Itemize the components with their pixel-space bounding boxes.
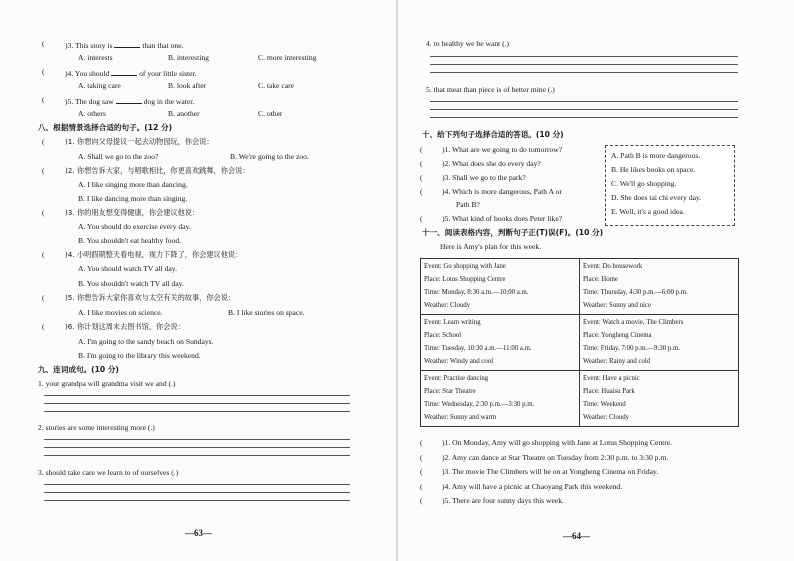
s8-q5-text: )5. 你想告诉大家你喜欢与太空有关的故事，你会说： — [65, 293, 236, 302]
plan-time: Time: Wednesday, 2:30 p.m.—3:30 p.m. — [424, 401, 535, 408]
plan-event: Event: Learn writing — [424, 319, 481, 326]
s11-statement-2: )2. Amy can dance at Star Theatre on Tuesday from 2:30 p.m. to 3:30 p.m. — [442, 453, 669, 462]
q3-option-c: C. more interesting — [258, 53, 317, 62]
s8-q2-text: )2. 你想告诉大家，与唱歌相比，你更喜欢跳舞，你会说： — [65, 166, 250, 175]
plan-place: Place: Star Theatre — [424, 388, 476, 395]
s8-q1-option-b: B. We're going to the zoo. — [230, 152, 309, 161]
plan-event: Event: Practise dancing — [424, 375, 489, 382]
s8-q1-option-a: A. Shall we go to the zoo? — [78, 152, 159, 161]
section-11-title: 十一、阅读表格内容，判断句子正(T)误(F)。(10 分) — [422, 228, 604, 237]
s10-q4-text: )4. Which is more dangerous, Path A or — [442, 187, 562, 196]
s10-q2-paren: ( — [420, 159, 423, 168]
plan-cell-weekend — [580, 371, 739, 427]
s9-item-4: 4. to healthy we be want (.) — [426, 39, 510, 48]
plan-cell-friday — [580, 315, 739, 371]
s11-statement-4: )4. Amy will have a picnic at Chaoyang Park this weekend. — [442, 482, 623, 491]
page-number: —64— — [563, 531, 590, 541]
s11-s2-paren: ( — [420, 453, 423, 462]
q5-option-c: C. other — [258, 109, 283, 118]
s8-q4-option-a: A. You should watch TV all day. — [78, 264, 177, 273]
s10-q3-paren: ( — [420, 173, 423, 182]
page-number: —63— — [185, 528, 212, 538]
q4-paren: ( — [42, 67, 45, 76]
right-page — [397, 0, 794, 561]
s8-q3-text: )3. 你的朋友想变得健康，你会建议他说： — [65, 208, 200, 217]
s11-statement-3: )3. The movie The Climbers will be on at Yongheng Cinema on Friday. — [442, 467, 659, 476]
amy-plan-table — [420, 258, 739, 427]
s10-q5-text: )5. What kind of books does Peter like? — [442, 214, 563, 223]
s8-q2-paren: ( — [42, 166, 45, 175]
plan-time: Time: Tuesday, 10:30 a.m.—11:00 a.m. — [424, 345, 532, 352]
s8-q6-paren: ( — [42, 322, 45, 331]
plan-place: Place: Yongheng Cinema — [583, 332, 652, 339]
s10-q2-text: )2. What does she do every day? — [442, 159, 541, 168]
answer-line[interactable] — [430, 72, 738, 73]
option-c: C. We'll go shopping. — [611, 179, 677, 188]
answer-options-box — [605, 145, 735, 226]
s8-q2-option-a: A. I like singing more than dancing. — [78, 180, 188, 189]
s8-q6-option-a: A. I'm going to the sandy beach on Sundays. — [78, 337, 214, 346]
s10-q4-paren: ( — [420, 187, 423, 196]
q5-stem: )5. The dog saw dog in the water. — [65, 97, 195, 106]
answer-line[interactable] — [44, 411, 350, 412]
answer-line[interactable] — [430, 64, 738, 65]
s8-q4-paren: ( — [42, 250, 45, 259]
plan-weather: Weather: Cloudy — [424, 302, 471, 309]
s8-q1-paren: ( — [42, 137, 45, 146]
answer-line[interactable] — [430, 101, 738, 102]
s11-statement-5: )5. There are four sunny days this week. — [442, 496, 564, 505]
section-10-title: 十、给下列句子选择合适的答语。(10 分) — [422, 130, 564, 139]
s8-q5-option-a: A. I like movies on science. — [78, 308, 163, 317]
q4-option-a: A. taking care — [78, 81, 121, 90]
s8-q1-text: )1. 你想向父母提议一起去动物园玩，你会说： — [65, 137, 214, 146]
plan-place: Place: Huaisu Park — [583, 388, 635, 395]
s8-q3-paren: ( — [42, 208, 45, 217]
answer-line[interactable] — [44, 500, 350, 501]
answer-blank[interactable] — [111, 68, 137, 76]
s11-s3-paren: ( — [420, 467, 423, 476]
s8-q6-option-b: B. I'm going to the library this weekend. — [78, 351, 201, 360]
plan-weather: Weather: Sunny and nice — [583, 302, 651, 309]
option-e: E. Well, it's a good idea. — [611, 207, 685, 216]
answer-line[interactable] — [44, 455, 350, 456]
s8-q5-paren: ( — [42, 293, 45, 302]
plan-event: Event: Watch a movie, The Climbers — [583, 319, 684, 326]
q5-paren: ( — [42, 95, 45, 104]
answer-line[interactable] — [430, 117, 738, 118]
q3-option-a: A. interests — [78, 53, 113, 62]
q3-option-b: B. interesting — [168, 53, 209, 62]
plan-intro: Here is Amy's plan for this week. — [440, 242, 542, 251]
s9-item-3: 3. should take care we learn to of ourselves (.) — [38, 468, 179, 477]
q5-option-b: B. another — [168, 109, 200, 118]
plan-weather: Weather: Cloudy — [583, 414, 630, 421]
answer-blank[interactable] — [114, 40, 140, 48]
s11-s4-paren: ( — [420, 482, 423, 491]
answer-line[interactable] — [430, 109, 738, 110]
answer-line[interactable] — [44, 447, 350, 448]
section-8-title: 八、根据情景选择合适的句子。(12 分) — [38, 123, 173, 132]
q5-option-a: A. others — [78, 109, 106, 118]
s9-item-1: 1. your grandpa will grandma visit we and (.) — [38, 379, 176, 388]
s11-statement-1: )1. On Monday, Amy will go shopping with Jane at Lotus Shopping Centre. — [442, 438, 673, 447]
plan-cell-monday — [421, 259, 580, 315]
q3-paren: ( — [42, 39, 45, 48]
plan-event: Event: Have a picnic — [583, 375, 640, 382]
s10-q5-paren: ( — [420, 214, 423, 223]
s10-q4-text-cont: Path B? — [456, 200, 480, 209]
option-d: D. She does tai chi every day. — [611, 193, 702, 202]
option-a: A. Path B is more dangerous. — [611, 151, 701, 160]
answer-line[interactable] — [44, 492, 350, 493]
s8-q2-option-b: B. I like dancing more than singing. — [78, 194, 188, 203]
answer-line[interactable] — [44, 395, 350, 396]
answer-line[interactable] — [44, 439, 350, 440]
q3-stem: )3. This story is than that one. — [65, 41, 184, 50]
plan-place: Place: School — [424, 332, 462, 339]
plan-cell-thursday — [580, 259, 739, 315]
answer-blank[interactable] — [116, 96, 142, 104]
s8-q3-option-a: A. You should do exercise every day. — [78, 222, 191, 231]
plan-weather: Weather: Rainy and cold — [583, 358, 651, 365]
s10-q1-paren: ( — [420, 145, 423, 154]
answer-line[interactable] — [44, 403, 350, 404]
plan-time: Time: Friday, 7:00 p.m.—9:30 p.m. — [583, 345, 680, 352]
plan-weather: Weather: Windy and cool — [424, 358, 494, 365]
s8-q6-text: )6. 你计划这周末去图书馆，你会说： — [65, 322, 185, 331]
plan-place: Place: Lotus Shopping Centre — [424, 276, 506, 283]
q4-option-c: C. take care — [258, 81, 295, 90]
s8-q4-option-b: B. You shouldn't watch TV all day. — [78, 279, 184, 288]
plan-time: Time: Thursday, 4:30 p.m.—6:00 p.m. — [583, 289, 688, 296]
section-9-title: 九、连词成句。(10 分) — [38, 365, 119, 374]
q4-option-b: B. look after — [168, 81, 207, 90]
s11-s1-paren: ( — [420, 438, 423, 447]
s11-s5-paren: ( — [420, 496, 423, 505]
s9-item-5: 5. that meat than piece is of better mine (.) — [426, 85, 555, 94]
plan-cell-wednesday — [421, 371, 580, 427]
plan-event: Event: Go shopping with Jane — [424, 263, 506, 270]
s10-q3-text: )3. Shall we go to the park? — [442, 173, 526, 182]
plan-time: Time: Weekend — [583, 401, 626, 408]
plan-cell-tuesday — [421, 315, 580, 371]
s8-q5-option-b: B. I like stories on space. — [228, 308, 305, 317]
answer-line[interactable] — [44, 484, 350, 485]
s9-item-2: 2. stories are some interesting more (.) — [38, 423, 155, 432]
answer-line[interactable] — [430, 56, 738, 57]
q4-stem: )4. You should of your little sister. — [65, 69, 197, 78]
s10-q1-text: )1. What are we going to do tomorrow? — [442, 145, 563, 154]
option-b: B. He likes books on space. — [611, 165, 696, 174]
s8-q4-text: )4. 小明假期整天看电视，视力下降了，你会建议他说： — [65, 250, 243, 259]
plan-place: Place: Home — [583, 276, 618, 283]
s8-q3-option-b: B. You shouldn't eat healthy food. — [78, 236, 182, 245]
plan-weather: Weather: Sunny and warm — [424, 414, 497, 421]
plan-event: Event: Do housework — [583, 263, 643, 270]
plan-time: Time: Monday, 8:30 a.m.—10:00 a.m. — [424, 289, 529, 296]
